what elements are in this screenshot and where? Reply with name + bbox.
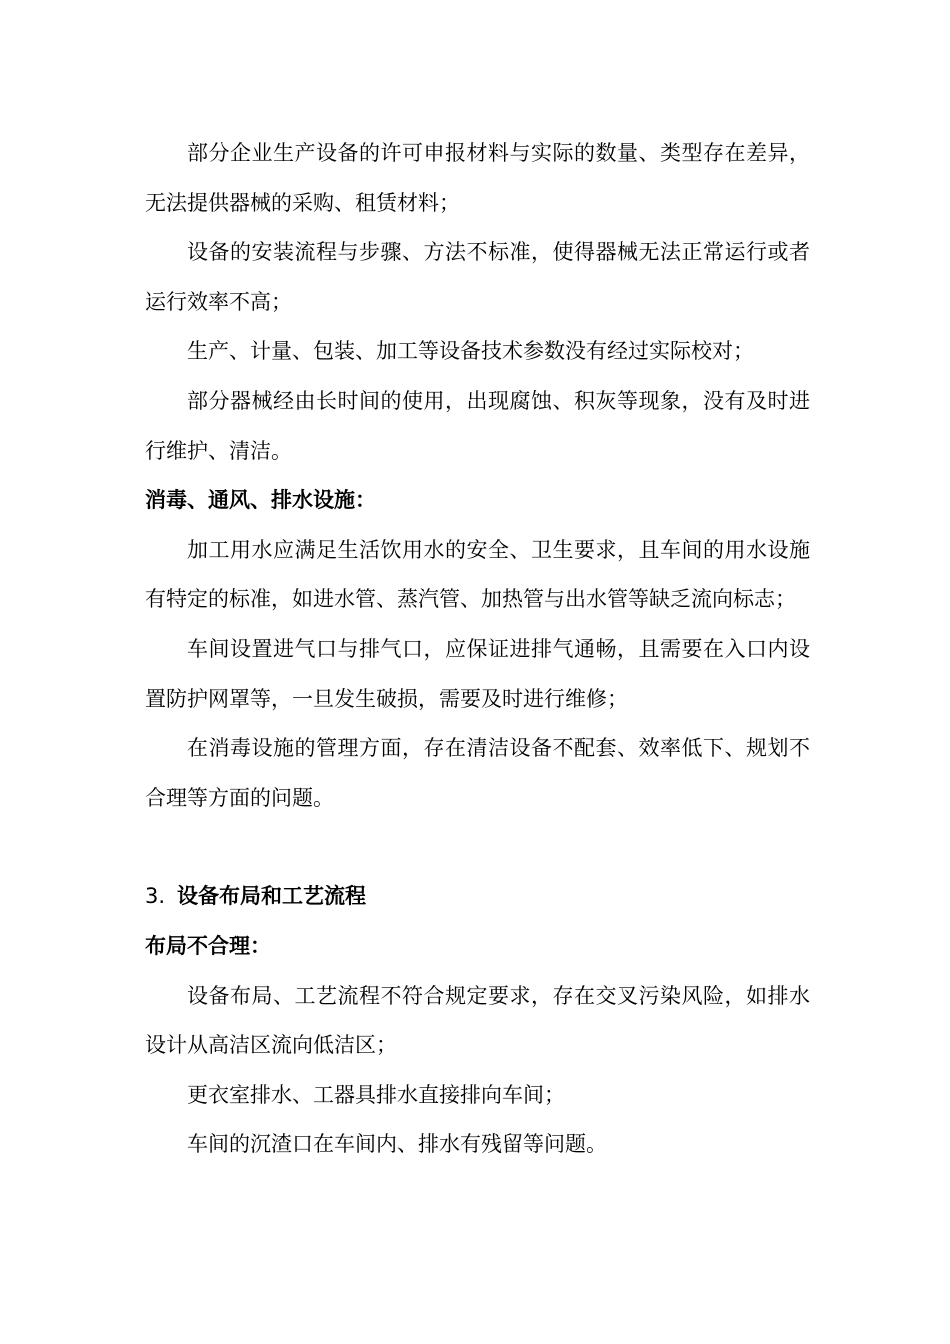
heading-unreasonable-layout: 布局不合理：	[145, 933, 271, 958]
paragraph-ventilation: 车间设置进气口与排气口，应保证进排气通畅，且需要在入口内设置防护网罩等，一旦发生破损，需要及时进行维修；	[145, 636, 810, 711]
paragraph-equipment-discrepancy: 部分企业生产设备的许可申报材料与实际的数量、类型存在差异，无法提供器械的采购、租赁材料；	[145, 141, 810, 215]
paragraph-technical-parameters: 生产、计量、包装、加工等设备技术参数没有经过实际校对；	[187, 339, 754, 364]
paragraph-changing-room-drainage: 更衣室排水、工器具排水直接排向车间；	[187, 1082, 565, 1107]
paragraph-layout-cross-contamination: 设备布局、工艺流程不符合规定要求，存在交叉污染风险，如排水设计从高洁区流向低洁区；	[145, 983, 810, 1058]
document-body	[145, 129, 810, 1170]
paragraph-disinfection-management: 在消毒设施的管理方面，存在清洁设备不配套、效率低下、规划不合理等方面的问题。	[145, 736, 810, 810]
section-title: 设备布局和工艺流程	[177, 884, 367, 909]
heading-disinfection-ventilation-drainage: 消毒、通风、排水设施：	[145, 488, 376, 513]
paragraph-installation-process: 设备的安装流程与步骤、方法不标准，使得器械无法正常运行或者运行效率不高；	[145, 240, 810, 314]
paragraph-sediment-outlet: 车间的沉渣口在车间内、排水有残留等问题。	[187, 1132, 607, 1157]
section-heading-3	[145, 872, 810, 922]
paragraph-water-supply: 加工用水应满足生活饮用水的安全、卫生要求，且车间的用水设施有特定的标准，如进水管、蒸汽管、加热管与出水管等缺乏流向标志；	[145, 537, 810, 612]
section-number: 3.	[145, 884, 166, 909]
paragraph-maintenance: 部分器械经由长时间的使用，出现腐蚀、积灰等现象，没有及时进行维护、清洁。	[145, 388, 810, 463]
